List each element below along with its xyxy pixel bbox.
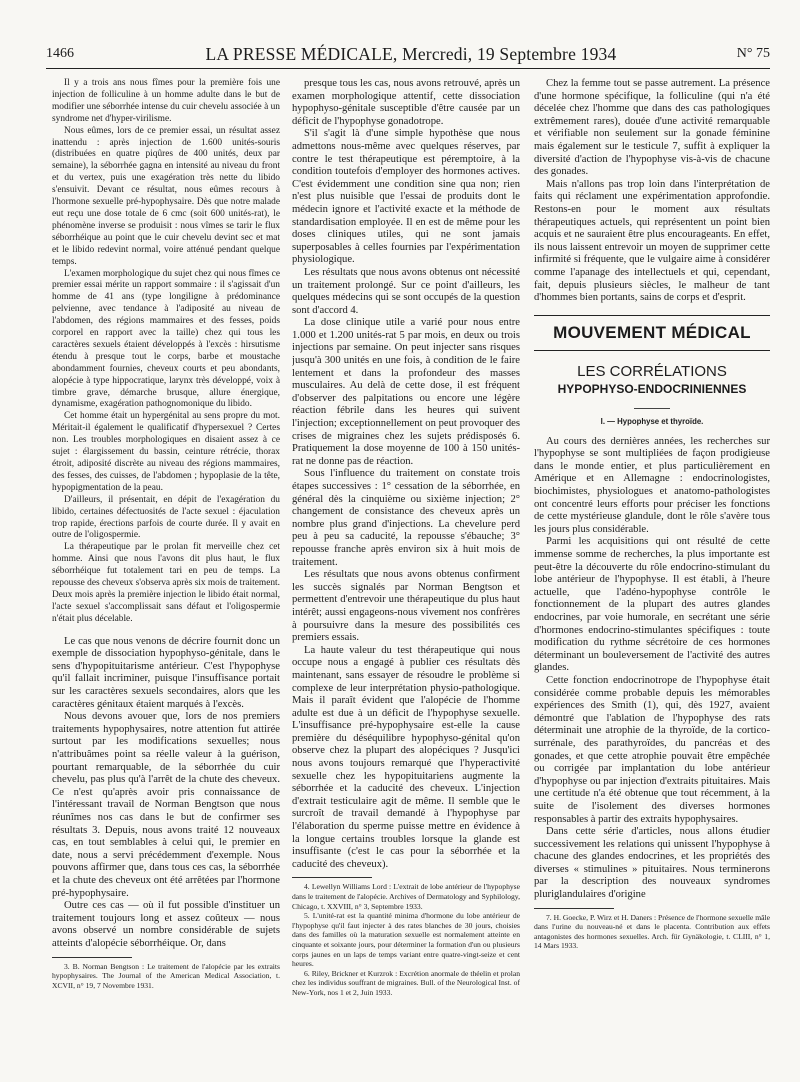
paragraph: Mais n'allons pas trop loin dans l'interprétation de faits qui réclament une expérimentation approfondie. Restons-en pour le moment aux résultats thérapeutiques actuels, qui représentent un point bien acquis et ne sauraient être plus encourageants. En effet, ils nous laissent entrevoir un moyen de supprimer cette infirmité si fréquente, que le vulgaire aime à considérer comme l'apanage des intellectuels et qui, cependant, fait, depuis plusieurs siècles, le malheur de tant d'hommes bien portants, sains de corps et d'esprit. xyxy=(534,178,770,304)
paragraph: Au cours des dernières années, les recherches sur l'hypophyse se sont multipliées de façon prodigieuse dans le monde entier, et plus particulièrement en Amérique et en Allemagne : endocrinologistes, biochimistes, physiologues et anatomo-pathologistes ont concentré leurs efforts pour préciser les fonctions de cette mystérieuse glandule, dont le rôle s'avère tous les jours plus considérable. xyxy=(534,435,770,535)
journal-title: LA PRESSE MÉDICALE, Mercredi, 19 Septembre 1934 xyxy=(205,44,617,64)
header-rule xyxy=(46,68,770,69)
paragraph: Nous eûmes, lors de ce premier essai, un résultat assez inattendu : après injection de 1.600 unités-souris (distribuées en quatre piqûres de 400 unités, deux par semaine), la séborrhée gagna en intensité au niveau du front et du vertex, puis une exagération très nette du libido s'ensuivit. Devant ce résultat, nous eûmes recours à l'hormone sexuelle pré-hypophysaire. Dès que notre malade eut reçu une dose totale de 6 cmc (soit 600 unités-rat), le phénomène inverse se produisit : nous vîmes se tarir le flux séborrhéique au point que le cuir chevelu devint sec et mat et le libido redevint normal, voire atténué pendant quelque temps. xyxy=(52,125,280,267)
section-title: MOUVEMENT MÉDICAL xyxy=(534,315,770,351)
article-subtitle: HYPOPHYSO-ENDOCRINIENNES xyxy=(557,381,747,396)
column-left xyxy=(52,78,280,1074)
paragraph: L'examen morphologique du sujet chez qui nous fîmes ce premier essai mérite un rapport sommaire : il s'agissait d'un homme de 41 ans (type longiligne à prédominance pelvienne, avec tendance à l'adiposité au niveau de l'abdomen, des régions mammaires et des fesses, poids corporel en rapport avec la taille) chez qui tous les caractères sexuels étaient développés à l'excès : hirsutisme étendu à presque tout le corps, barbe et moustache abondamment fournies, cheveux courts et peu abondants, alopécie à type hippocratique, larynx très développé, voix à timbre grave, démarche brusque, allure énergique, dynamisme, exagération pathognomonique du libido. xyxy=(52,268,280,410)
paragraph: Nous devons avouer que, lors de nos premiers traitements hypophysaires, notre attention fut attirée surtout par les modifications sexuelles; nous n'attribuâmes point sa réelle valeur à la guérison, pourtant remarquable, de la séborrhée du cuir chevelu, pas plus qu'à l'arrêt de la chute des cheveux. Ce n'est qu'après avoir pris connaissance de l'intéressant travail de Norman Bengtson que nous réunîmes nos cas dans le but de confirmer ses résultats 3. Depuis, nous avons traité 12 nouveaux cas, en tout semblables à celui qui, le premier en date, nous a servi précédemment d'exemple. Nous pouvons affirmer que, dans tous ces cas, la séborrhée et la chute des cheveux ont été arrêtées par l'hormone pré-hypophysaire. xyxy=(52,711,280,899)
paragraph: Parmi les acquisitions qui ont résulté de cette immense somme de recherches, la plus importante est peut-être la découverte du rôle endocrino-stimulant du lobe antérieur de l'hypophyse. Il est établi, à l'heure actuelle, que l'adéno-hypophyse contrôle le fonctionnement de la plupart des autres glandes endocrines, par voie humorale, en secrétant une série d'hormones endocrino-stimulantes spécifiques : toute modification du rythme sécrétoire de ces hormones déterminant un bouleversement de l'activité des autres glandes. xyxy=(534,536,770,674)
page-number: 1466 xyxy=(46,46,74,61)
paragraph: Les résultats que nous avons obtenus confirment les succès signalés par Norman Bengtson et permettent d'entrevoir une thérapeutique du plus haut intérêt; aussi engageons-nous vivement nos confrères à poursuivre dans la mesure des possibilités ces premiers essais. xyxy=(292,569,520,644)
paragraph: Chez la femme tout se passe autrement. La présence d'une hormone spécifique, la folliculine (qui n'a été décelée chez l'homme que dans des cas pathologiques extrêmement rares), douée d'une activité remarquable et vérifiable non seulement sur la gonade féminine mais également sur le testicule 7, suffit à expliquer la diversité d'action de l'hypophyse vis-à-vis de chacune des gonades. xyxy=(534,78,770,178)
paragraph: La thérapeutique par le prolan fit merveille chez cet homme. Ainsi que nous l'avons dit plus haut, le flux séborrhéique fut totalement tari en peu de temps. La repousse des cheveux s'observa après six mois de traitement. Deux mois après la première injection le libido était normal, l'acte sexuel s'accomplissait sans défaut et l'oligospermie n'était plus décelable. xyxy=(52,542,280,624)
footnote: 7. H. Goecke, P. Wirz et H. Daners : Présence de l'hormone sexuelle mâle dans l'urine du nouveau-né et dans le placenta. Contribution aux effets antagonistes des hormones sexuelles. Arch. für Gynäkologie, t. CLIII, n° 1, 14 Mars 1933. xyxy=(534,912,770,951)
issue-number: N° 75 xyxy=(736,46,770,61)
column-middle xyxy=(292,78,520,1074)
paragraph: Dans cette série d'articles, nous allons étudier successivement les relations qui unissent l'hypophyse à chacune des glandes endocrines, et les propriétés des diverses « stimulines » pituitaires. Nous terminerons par la description des nouveaux syndromes pluriglandulaires d'origine xyxy=(534,826,770,901)
paragraph: D'ailleurs, il présentait, en dépit de l'exagération du libido, certaines défectuosités de l'acte sexuel : éjaculation trop rapide, érections parfois de courte durée. Il y avait en outre de l'oligospermie. xyxy=(52,494,280,541)
paragraph: Le cas que nous venons de décrire fournit donc un exemple de dissociation hypophyso-génitale, dans le sens d'hypopituitarisme antérieur. C'est l'hypophyse qu'il fallait incriminer, puisque l'insuffisance portait sur les caractères sexuels secondaires, alors que les caractères génitaux étaient marqués à l'excès. xyxy=(52,635,280,710)
paragraph: Cet homme était un hypergénital au sens propre du mot. Méritait-il également le qualificatif d'hypersexuel ? Certes non. Les troubles morphologiques en disaient assez à ce sujet : élargissement du bassin, ceinture rétrécie, thorax étroit, adiposité discrète au niveau des régions mammaires, des fesses, des cuisses, de l'abdomen ; hypoplasie de la tête, hypopigmentation de la peau. xyxy=(52,411,280,493)
article-separator xyxy=(634,408,670,409)
paragraph: La haute valeur du test thérapeutique qui nous occupe nous a engagé à publier ces résultats dès maintenant, sans essayer de résoudre le problème si complexe de leur interprétation physio-pathologique. Mais il paraît évident que l'alopécie de l'homme adulte est due à un déficit de l'hypophyse sexuelle. L'insuffisance pré-hypophysaire est-elle la cause première du déséquilibre hypophyso-génital qu'on observe chez la plupart des alopéciques ? Jusqu'ici nous avons toujours remarqué que l'hyperactivité sexuelle chez les hypopituitariens augmente la séborrhée et la caducité des cheveux. L'injection d'extrait testiculaire agit de même. Il semble que le surcroît de travail demandé à l'hypophyse par l'élaboration du sperme puisse mettre en évidence à la longue certains troubles lorsque la glande est insuffisante (c'est le cas pour la séborrhée et la caducité des cheveux). xyxy=(292,644,520,870)
paragraph: Il y a trois ans nous fîmes pour la première fois une injection de folliculine à un homme adulte dans le but de modifier une séborrhée intense du cuir chevelu associée à un syndrome net d'hyper-virilisme. xyxy=(52,78,280,124)
paragraph: Outre ces cas — où il fut possible d'instituer un traitement toujours long et assez coûteux — nous avons observé un nombre considérable de sujets atteints d'alopécie séborrhéique. Or, dans xyxy=(52,900,280,949)
footnote: 6. Riley, Brickner et Kurzrok : Excrétion anormale de théelin et prolan chez les individus souffrant de migraines. Bull. of the Neurological Inst. of New-York, nos 1 et 2, Juin 1933. xyxy=(292,968,520,997)
column-right xyxy=(534,78,770,1074)
paragraph: Sous l'influence du traitement on constate trois étapes successives : 1° cessation de la séborrhée, en général dès la cinquième ou sixième injection; 2° changement de consistance des cheveux après un nombre plus grand d'injections. La chevelure perd peu à peu sa caducité, la repousse s'ébauche; 3° repousse franche après environ six à huit mois de traitement. xyxy=(292,468,520,568)
footnote: 3. B. Norman Bengtson : Le traitement de l'alopécie par les extraits hypophysaires. The Journal of the American Medical Association, t. XCVII, n° 19, 7 Novembre 1931. xyxy=(52,961,280,990)
running-header xyxy=(46,44,776,66)
paragraph: La dose clinique utile a varié pour nous entre 1.000 et 1.200 unités-rat 5 par mois, en deux ou trois injections par semaine. On peut injecter sans risques jusqu'à 300 unités en une fois, à condition de le faire lentement et dans la profondeur des masses musculaires. Au delà de cette dose, il est fréquent d'observer des palpitations ou encore une légère réaction fébrile dans les heures qui suivent l'injection; exceptionnellement on peut provoquer des crises de migraines chez les sujets prédisposés 6. Pratiquement la dose moyenne de 100 à 150 unités-rat ne donne pas de réaction. xyxy=(292,317,520,467)
footnote-rule xyxy=(292,877,372,878)
spacer xyxy=(52,626,280,636)
paragraph: Cette fonction endocrinotrope de l'hypophyse était considérée comme probable depuis les mémorables expériences des Smith (1), qui, dès 1927, avaient démontré que l'ablation de l'hypophyse des rats déterminait une atrophie de la thyroïde, de la cortico-surrénale, des parathyroïdes, du pancréas et des gonades, et que cette atrophie pouvait être empêchée ou corrigée par implantation du lobe antérieur d'hypophyse ou par injection d'extraits pituitaires. Mais une certitude n'a été obtenue que tout récemment, à la suite de l'isolement des diverses hormones responsables à partir des extraits hypophysaires. xyxy=(534,674,770,825)
footnote: 4. Lewellyn Williams Lord : L'extrait de lobe antérieur de l'hypophyse dans le traitement de l'alopécie. Archives of Dermatology and Syphilology, Chicago, t. XXVIII, n° 3, Septembre 1933. xyxy=(292,882,520,911)
footnote-rule xyxy=(534,908,614,909)
paragraph: presque tous les cas, nous avons retrouvé, après un examen morphologique attentif, cette dissociation hypophyso-génitale susceptible d'être causée par un déficit de l'hypophyse gonadotrope. xyxy=(292,78,520,127)
article-title: LES CORRÉLATIONS xyxy=(577,362,727,380)
footnote-rule xyxy=(52,957,132,958)
footnote: 5. L'unité-rat est la quantité minima d'hormone du lobe antérieur de l'hypophyse qu'il faut injecter à des rates blanches de 30 jours, choisies dans des familles où la maturation sexuelle est normalement atteinte en cinquante et soixante jours, pour déterminer la formation d'un ou plusieurs corps jaunes en un laps de temps variant entre quatre-vingt-seize et cent heures. xyxy=(292,911,520,969)
article-part-heading: I. — Hypophyse et thyroïde. xyxy=(600,416,704,426)
paragraph: Les résultats que nous avons obtenus ont nécessité un traitement prolongé. Sur ce point d'ailleurs, les quelques médecins qui se sont occupés de la question sont d'accord 4. xyxy=(292,266,520,316)
paragraph: S'il s'agit là d'une simple hypothèse que nous admettons nous-même avec quelques réserves, par contre le test thérapeutique est péremptoire, à la condition toutefois d'employer des hormones actives. C'est évidemment une condition sine qua non; rien n'est plus nuisible que l'essai de produits dont le médecin ignore et l'activité exacte et la méthode de standardisation employée. Il en est de même pour les doses cliniques utiles, qui ne sont jamais superposables à celles fournies par l'expérimentation physiologique. xyxy=(292,128,520,266)
